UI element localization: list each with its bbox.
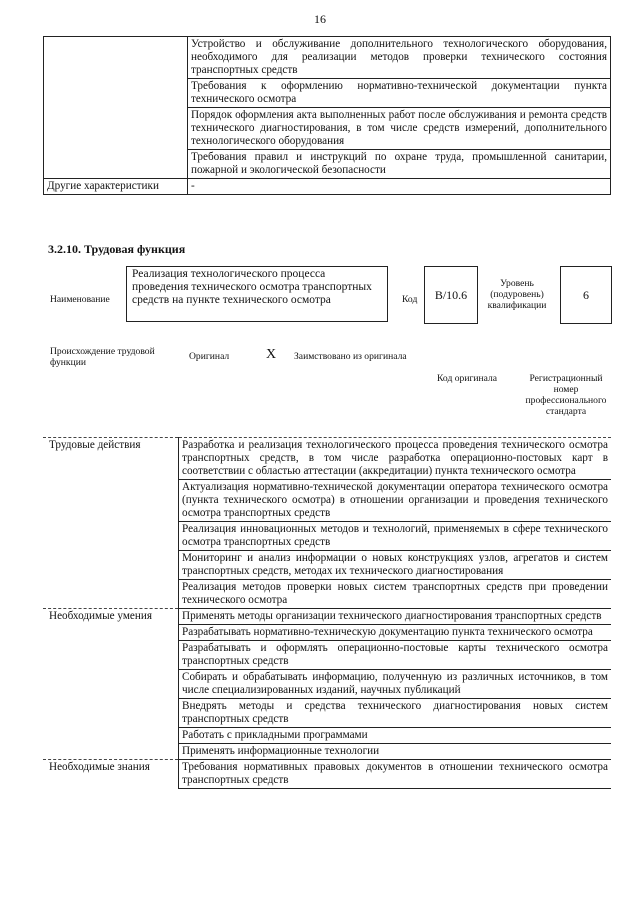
knowledge-item: Порядок оформления акта выполненных работ после обслуживания и ремонта средств технического диагностирования, в том числе средств измерений, дополнительного технологического оборудования: [188, 108, 611, 150]
origin-mark: X: [266, 347, 277, 362]
other-characteristics-label: Другие характеристики: [44, 179, 188, 195]
function-code: B/10.6: [424, 266, 478, 324]
skill-item: Применять информационные технологии: [179, 744, 612, 760]
knowledge-item: Требования к оформлению нормативно-технической документации пункта технического осмотра: [188, 79, 611, 108]
empty-label-cell: [44, 37, 188, 179]
section-title: 3.2.10. Трудовая функция: [48, 242, 186, 256]
labor-action-item: Актуализация нормативно-технической документации оператора технического осмотра (пункта технического осмотра) в отношении организации и проведения технического осмотра транспортных средств: [179, 480, 612, 522]
labor-action-item: Разработка и реализация технологического процесса проведения технического осмотра транспортных средств, в том числе разработка операционно-постовых карт в соответствии с областью аттестации (аккредитации) пункта технического осмотра: [179, 438, 612, 480]
skills-label: Необходимые умения: [43, 609, 179, 760]
code-original-label: Код оригинала: [437, 373, 498, 384]
page-number: 16: [314, 12, 326, 26]
knowledge-item: Требования нормативных правовых документов в отношении технического осмотра транспортных средств: [179, 760, 612, 789]
skill-item: Разрабатывать и оформлять операционно-постовые карты технического осмотра транспортных средств: [179, 641, 612, 670]
knowledge-label: Необходимые знания: [43, 760, 179, 789]
function-name: Реализация технологического процесса проведения технического осмотра транспортных средств на пункте технического осмотра: [126, 266, 388, 322]
name-label: Наименование: [50, 294, 110, 305]
origin-borrowed: Заимствовано из оригинала: [294, 351, 407, 362]
origin-original: Оригинал: [189, 351, 230, 362]
other-characteristics-value: -: [188, 179, 611, 195]
knowledge-table-continued: [43, 36, 611, 195]
code-label: Код: [402, 294, 418, 305]
qualification-level: 6: [560, 266, 612, 324]
skill-item: Разрабатывать нормативно-техническую документацию пункта технического осмотра: [179, 625, 612, 641]
knowledge-item: Требования правил и инструкций по охране труда, промышленной санитарии, пожарной и экологической безопасности: [188, 150, 611, 179]
labor-actions-label: Трудовые действия: [43, 438, 179, 609]
reg-number-label: Регистрационный номер профессионального стандарта: [525, 373, 607, 417]
origin-label: Происхождение трудовой функции: [50, 346, 155, 368]
labor-action-item: Реализация методов проверки новых систем транспортных средств при проведении технического осмотра: [179, 580, 612, 609]
labor-action-item: Мониторинг и анализ информации о новых конструкциях узлов, агрегатов и систем транспортных средств, методах их технического диагностирования: [179, 551, 612, 580]
skill-item: Собирать и обрабатывать информацию, полученную из различных источников, в том числе специализированных изданий, научных публикаций: [179, 670, 612, 699]
skill-item: Применять методы организации технического диагностирования транспортных средств: [179, 609, 612, 625]
labor-function-table: [43, 437, 611, 789]
labor-action-item: Реализация инновационных методов и технологий, применяемых в сфере технического осмотра транспортных средств: [179, 522, 612, 551]
level-label: Уровень (подуровень) квалификации: [487, 278, 547, 311]
skill-item: Внедрять методы и средства технического диагностирования новых систем транспортных средств: [179, 699, 612, 728]
skill-item: Работать с прикладными программами: [179, 728, 612, 744]
knowledge-item: Устройство и обслуживание дополнительного технологического оборудования, необходимого для реализации методов проверки технического состояния транспортных средств: [188, 37, 611, 79]
